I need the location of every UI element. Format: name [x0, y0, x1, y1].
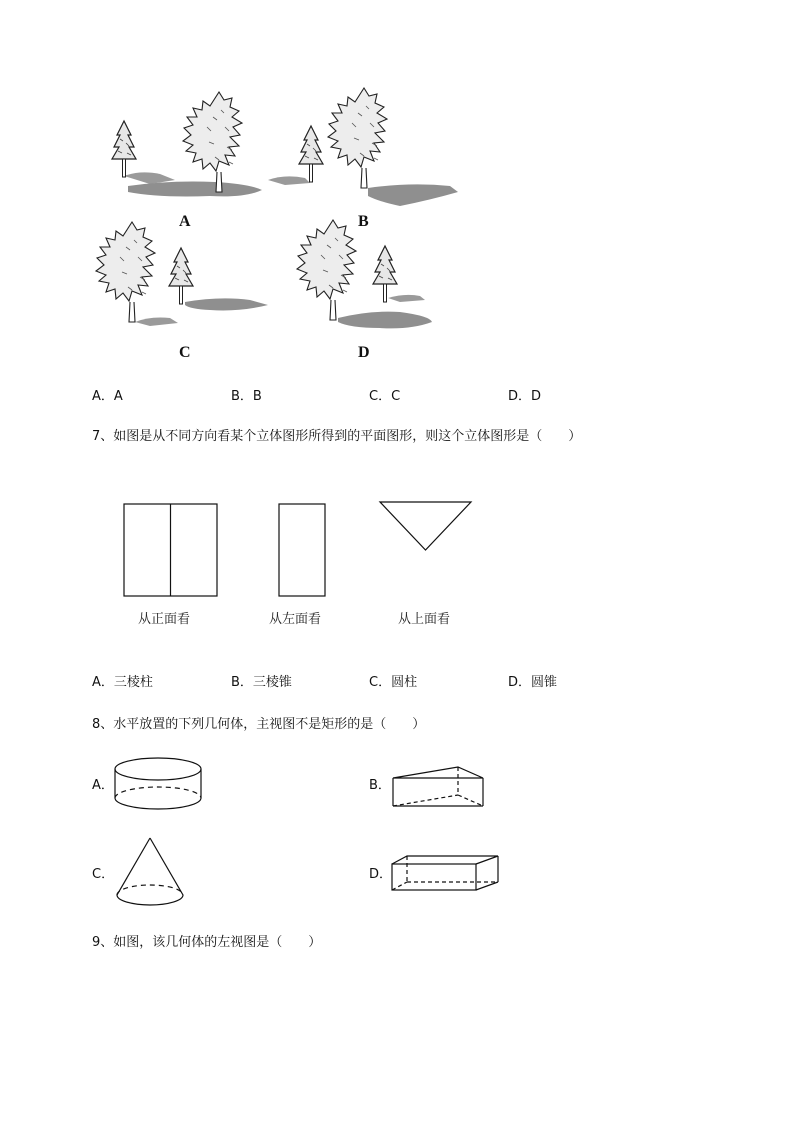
q8-option-b-label[interactable]: B．	[369, 778, 391, 793]
q6-option-d[interactable]: D．D	[508, 389, 542, 404]
q8-option-a-label[interactable]: A．	[92, 778, 114, 793]
q8-solids	[0, 750, 794, 930]
q8-stem: 8、水平放置的下列几何体，主视图不是矩形的是（ ）	[92, 717, 426, 732]
top-view-caption: 从上面看	[398, 612, 451, 627]
figure-label-a: A	[179, 213, 191, 230]
front-view-caption: 从正面看	[138, 612, 191, 627]
triangular-prism-shape	[393, 767, 483, 806]
top-view	[380, 502, 471, 550]
q7-option-c[interactable]: C．圆柱	[369, 675, 418, 690]
left-view-caption: 从左面看	[269, 612, 322, 627]
cone-shape	[117, 838, 183, 905]
figure-b	[268, 88, 458, 206]
q7-option-b[interactable]: B．三棱锥	[231, 675, 292, 690]
figure-label-b: B	[358, 213, 369, 230]
q6-option-a[interactable]: A．A	[92, 389, 123, 404]
figure-c	[96, 222, 268, 326]
figure-label-c: C	[179, 344, 191, 361]
figure-label-d: D	[358, 344, 370, 361]
figure-d	[297, 220, 432, 328]
q9-stem: 9、如图，该几何体的左视图是（ ）	[92, 935, 322, 950]
rectangular-prism-shape	[392, 856, 498, 890]
q7-option-a[interactable]: A．三棱柱	[92, 675, 153, 690]
q7-views	[0, 496, 794, 616]
q8-option-c-label[interactable]: C．	[92, 867, 115, 882]
front-view	[124, 504, 217, 596]
q7-option-d[interactable]: D．圆锥	[508, 675, 558, 690]
q6-option-b[interactable]: B．B	[231, 389, 262, 404]
cylinder-shape	[115, 758, 201, 809]
tree-figures	[0, 0, 794, 380]
figure-a	[112, 92, 262, 197]
q6-option-c[interactable]: C．C	[369, 389, 401, 404]
q8-option-d-label[interactable]: D．	[369, 867, 393, 882]
left-view	[279, 504, 325, 596]
q7-stem: 7、如图是从不同方向看某个立体图形所得到的平面图形，则这个立体图形是（ ）	[92, 429, 582, 444]
